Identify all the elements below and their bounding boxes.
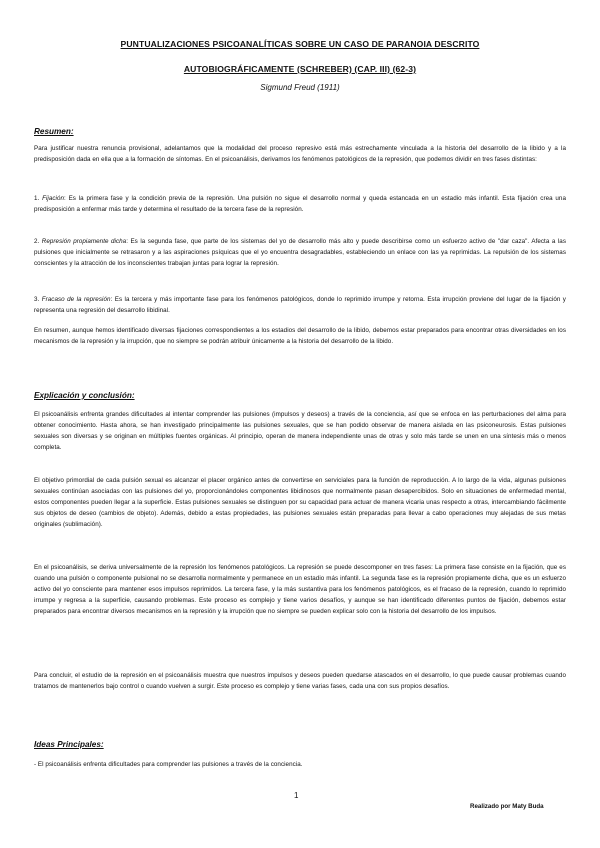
list-term: Represión propiamente dicha xyxy=(41,238,127,245)
list-text: : Es la primera fase y la condición previa de la represión. Una pulsión no sigue el desarrollo normal y queda estancada en un estadio más infantil. Esta fijación crea una predisposición a enfermar más tarde y determina el resultado de la tercera fase de la represión. xyxy=(34,195,566,214)
resumen-list-item-2 xyxy=(34,236,566,269)
explicacion-paragraph-2: El objetivo primordial de cada pulsión sexual es alcanzar el placer orgánico antes de convertirse en serviciales para la función de reproducción. A lo largo de la vida, algunas pulsiones sexuales continúan asociadas con las pulsiones del yo, proporcionándoles componentes libidinosos que normalmente pasan desapercibidos. Solo en situaciones de enfermedad mental, estos componentes pueden llegar a la superficie. Estas pulsiones sexuales se distinguen por su capacidad para actuar de manera vicaria unas respecto a otras, intercambiando fácilmente sus objetos de deseo (cambios de objeto). Además, debido a estas propiedades, las pulsiones sexuales están preparadas para llevar a cabo operaciones muy alejadas de sus metas originales (sublimación). xyxy=(34,477,566,529)
ideas-list-item-1: - El psicoanálisis enfrenta dificultades para comprender las pulsiones a través de la conciencia. xyxy=(34,761,303,768)
explicacion-paragraph-1: El psicoanálisis enfrenta grandes dificultades al intentar comprender las pulsiones (impulsos y deseos) a través de la conciencia, así que se enfoca en las perturbaciones del alma para obtener conocimiento. Hasta ahora, se han investigado principalmente las pulsiones sexuales, que se han podido observar de manera aislada en las psiconeurosis. Estas pulsiones sexuales son diversas y se originan en múltiples fuentes orgánicas. Al principio, operan de manera independiente unas de otras y solo más tarde se unen en una síntesis más o menos completa. xyxy=(34,411,566,452)
resumen-conclusion-paragraph: En resumen, aunque hemos identificado diversas fijaciones correspondientes a los estadios del desarrollo de la libido, debemos estar preparados para encontrar otras diversidades en los mecanismos de la represión y la irrupción, que no siempre se podrán atribuir únicamente a la historia del desarrollo de la libido. xyxy=(34,327,566,346)
list-number: 2. xyxy=(34,238,42,245)
list-term: Fracaso de la represión xyxy=(41,296,111,303)
list-number: 3. xyxy=(34,296,42,303)
explicacion-paragraph-4: Para concluir, el estudio de la represión en el psicoanálisis muestra que nuestros impulsos y deseos pueden quedarse atascados en el desarrollo, lo que puede causar problemas cuando tratamos de mantenerlos bajo control o cuando vuelven a surgir. Este proceso es complejo y tiene varias fases, cada una con sus propios desafíos. xyxy=(34,672,566,691)
list-term: Fijación xyxy=(42,195,65,202)
list-text: : Es la tercera y más importante fase para los fenómenos patológicos, donde lo reprimido irrumpe y retorna. Esta irrupción proviene del lugar de la fijación y representa una regresión del desarrollo libidinal. xyxy=(34,296,566,315)
section-heading-explicacion: Explicación y conclusión: xyxy=(34,391,135,400)
list-number: 1. xyxy=(34,195,43,202)
section-heading-ideas: Ideas Principales: xyxy=(34,740,104,749)
section-heading-resumen: Resumen: xyxy=(34,127,74,136)
list-text: : Es la segunda fase, que parte de los sistemas del yo de desarrollo más alto y puede describirse como un esfuerzo activo de "dar caza". Afecta a las pulsiones que inicialmente se retrasaron y a las aspiraciones psíquicas que el yo encuentra desagradables, estableciendo un enlace con las ya reprimidas. La repulsión de los sistemas conscientes y la atracción de los inconscientes trabajan juntas para lograr la represión. xyxy=(34,238,566,268)
resumen-intro-paragraph: Para justificar nuestra renuncia provisional, adelantamos que la modalidad del proceso represivo está más estrechamente vinculada a la historia del desarrollo de la libido y a la predisposición dada en ella que a la formación de síntomas. En el psicoanálisis, derivamos los fenómenos patológicos de la represión, que podemos dividir en tres fases distintas: xyxy=(34,145,566,164)
document-title-line-1: PUNTUALIZACIONES PSICOANALÍTICAS SOBRE UN CASO DE PARANOIA DESCRITO xyxy=(120,39,480,49)
resumen-list-item-1 xyxy=(34,193,566,215)
page-number: 1 xyxy=(294,791,299,800)
author-credit: Realizado por Maty Buda xyxy=(470,803,544,810)
explicacion-paragraph-3: En el psicoanálisis, se deriva universalmente de la represión los fenómenos patológicos. La represión se puede descomponer en tres fases: La primera fase consiste en la fijación, que es cuando una pulsión o componente pulsional no se desarrolla normalmente y permanece en un estadio más infantil. La segunda fase es la represión propiamente dicha, que es un esfuerzo activo del yo consciente para mantener esos impulsos reprimidos. La tercera fase, y la más sustantiva para los fenómenos patológicos, es el fracaso de la represión, cuando lo reprimido irrumpe y regresa a la superficie, causando problemas. Este proceso es complejo y tiene varios desafíos, y aunque se han identificado diferentes puntos de fijación, debemos estar preparados para encontrar diversos mecanismos en la represión y la irrupción que no siempre se pueden explicar solo con la historia del desarrollo de los impulsos. xyxy=(34,564,566,616)
document-title-line-2: AUTOBIOGRÁFICAMENTE (SCHREBER) (CAP. III) (62-3) xyxy=(183,64,417,74)
resumen-list-item-3 xyxy=(34,294,566,316)
document-author: Sigmund Freud (1911) xyxy=(260,83,340,92)
